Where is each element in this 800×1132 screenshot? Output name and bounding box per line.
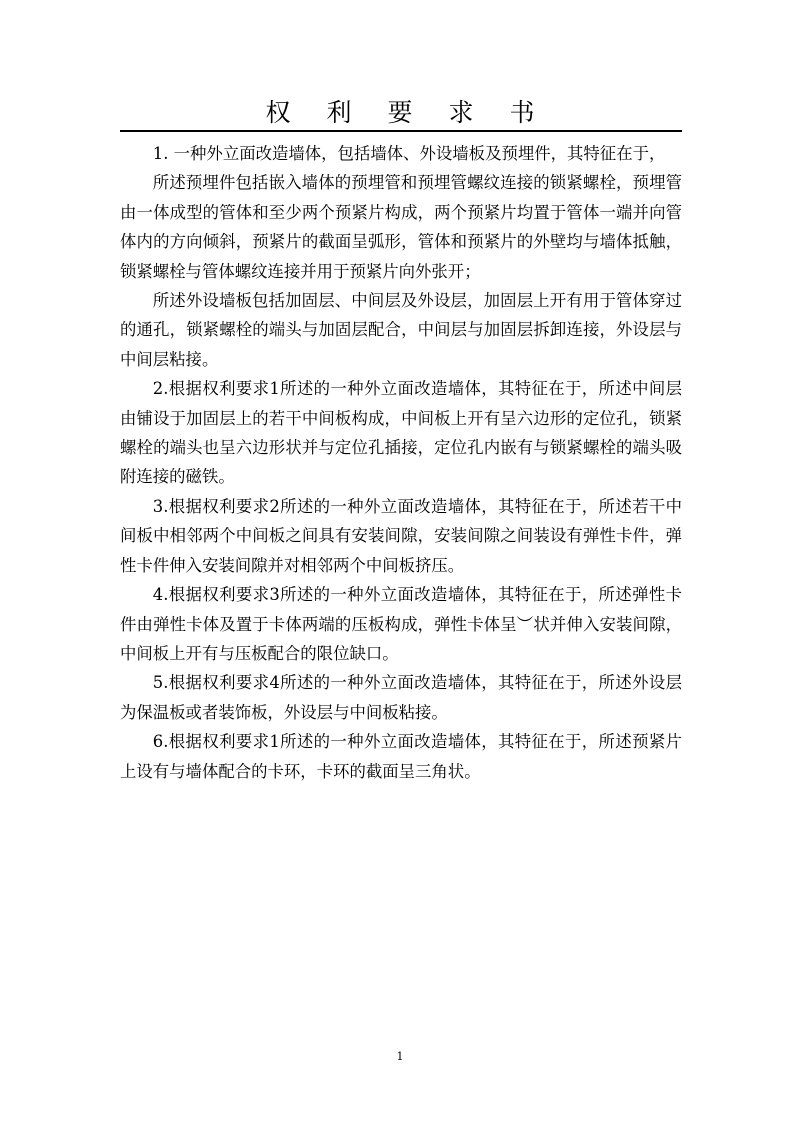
page-number: 1 <box>396 1050 404 1063</box>
claim-1-wall-panel: 所述外设墙板包括加固层、中间层及外设层，加固层上开有用于管体穿过的通孔，锁紧螺栓的端头与加固层配合，中间层与加固层拆卸连接，外设层与中间层粘接。 <box>120 291 682 369</box>
claim-2: 2.根据权利要求1所述的一种外立面改造墙体，其特征在于，所述中间层由铺设于加固层上的若干中间板构成，中间板上开有呈六边形的定位孔，锁紧螺栓的端头也呈六边形状并与定位孔插接，定位孔内嵌有与锁紧螺栓的端头吸附连接的磁铁。 <box>120 379 682 487</box>
claim-1-embedded-part: 所述预埋件包括嵌入墙体的预埋管和预埋管螺纹连接的锁紧螺栓，预埋管由一体成型的管体和至少两个预紧片构成，两个预紧片均置于管体一端并向管体内的方向倾斜，预紧片的截面呈弧形，管体和预紧片的外壁均与墙体抵触，锁紧螺栓与管体螺纹连接并用于预紧片向外张开； <box>120 173 682 281</box>
claim-4: 4.根据权利要求3所述的一种外立面改造墙体，其特征在于，所述弹性卡件由弹性卡体及置于卡体两端的压板构成，弹性卡体呈︶状并伸入安装间隙，中间板上开有与压板配合的限位缺口。 <box>120 585 682 663</box>
claim-1-preamble: 1. 一种外立面改造墙体，包括墙体、外设墙板及预埋件，其特征在于， <box>152 144 666 163</box>
title-underline <box>120 130 682 132</box>
claims-body <box>120 139 682 786</box>
document-title: 权利要求书 <box>265 98 571 127</box>
claim-5: 5.根据权利要求4所述的一种外立面改造墙体，其特征在于，所述外设层为保温板或者装饰板，外设层与中间板粘接。 <box>120 673 682 722</box>
claim-6: 6.根据权利要求1所述的一种外立面改造墙体，其特征在于，所述预紧片上设有与墙体配合的卡环，卡环的截面呈三角状。 <box>120 732 682 781</box>
claim-3: 3.根据权利要求2所述的一种外立面改造墙体，其特征在于，所述若干中间板中相邻两个中间板之间具有安装间隙，安装间隙之间装设有弹性卡件，弹性卡件伸入安装间隙并对相邻两个中间板挤压。 <box>120 496 682 575</box>
